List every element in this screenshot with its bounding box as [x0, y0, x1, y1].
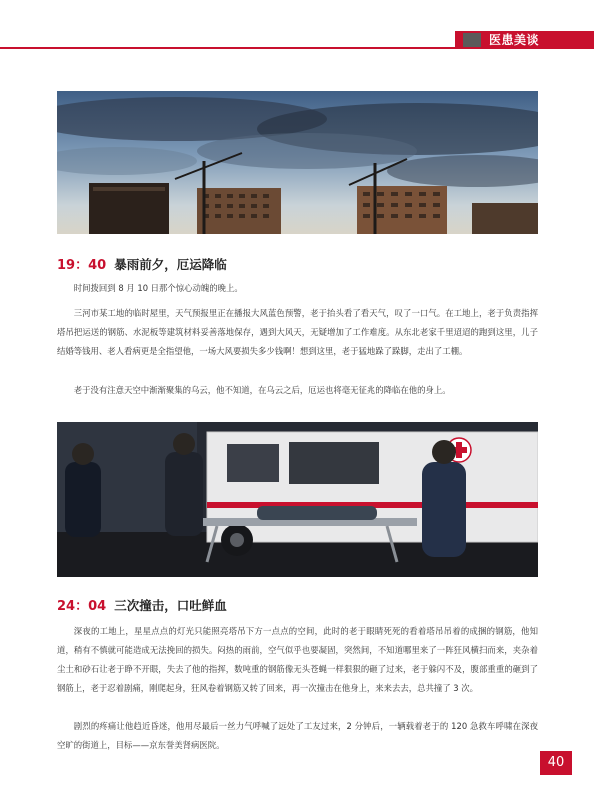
- section-2-time: 24：04: [57, 599, 107, 614]
- section-1-paragraph-1: 时间拨回到 8 月 10 日那个惊心动魄的晚上。: [73, 283, 243, 293]
- section-2-title: 三次撞击，口吐鲜血: [114, 598, 227, 613]
- section-1-title: 暴雨前夕，厄运降临: [114, 257, 227, 272]
- construction-site-photo: [57, 91, 538, 234]
- section-heading-1: [57, 257, 227, 274]
- section-tag-label: 医患美谈: [489, 33, 540, 47]
- section-2-paragraph-2: 剧烈的疼痛让他趋近昏迷，他用尽最后一丝力气呼喊了远处了工友过来，2 分钟后，一辆载着老于的 120 急救车呼啸在深夜空旷的街道上，目标——京东誉美肾病医院。: [57, 721, 538, 750]
- section-tag-marker: [463, 33, 481, 47]
- section-1-paragraph-2: 三河市某工地的临时屋里，天气预报里正在播报大风蓝色预警，老于抬头看了看天气，叹了一口气。在工地上，老于负责指挥塔吊把运送的钢筋、水泥板等建筑材料妥善落地保存，遇到大风天，无疑增加了工作难度。从东北老家千里迢迢的跑到这里，儿子结婚等钱用、老人看病更是全指望他，一场大风要损失多少钱啊！想到这里，老于猛地跺了跺脚，走出了工棚。: [57, 308, 538, 356]
- construction-site-illustration: [57, 91, 538, 234]
- section-1-time: 19：40: [57, 258, 107, 273]
- page-number: 40: [540, 751, 572, 775]
- section-heading-2: [57, 598, 227, 615]
- section-tag: [455, 31, 594, 49]
- ambulance-photo: [57, 422, 538, 577]
- section-1-paragraph-3: 老于没有注意天空中渐渐聚集的乌云，他不知道，在乌云之后，厄运也将毫无征兆的降临在他的身上。: [73, 385, 451, 395]
- section-2-paragraph-1: 深夜的工地上，星星点点的灯光只能照亮塔吊下方一点点的空间，此时的老于眼睛死死的看着塔吊吊着的成捆的钢筋，他知道，稍有不慎就可能造成无法挽回的损失。闷热的雨前，空气似乎也要凝固，突然间，不知道哪里来了一阵狂风横扫而来，夹杂着尘土和砂石让老于睁不开眼，失去了他的指挥，数吨重的钢筋像无头苍蝇一样狠狠的砸了过来，老于躲闪不及，腹部重重的砸到了钢筋上，老于忍着剧痛，刚爬起身，狂风卷着钢筋又转了回来，再一次撞击在他身上，来来去去，总共撞了 3 次。: [57, 626, 538, 693]
- ambulance-illustration: [57, 422, 538, 577]
